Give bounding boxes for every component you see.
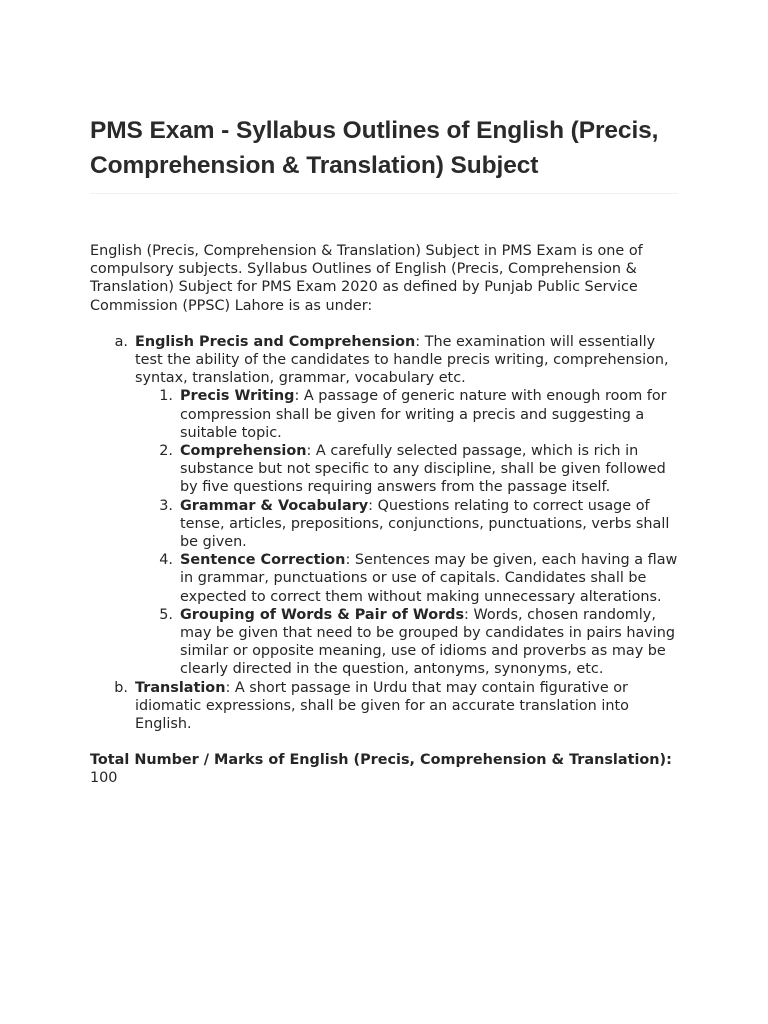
- item-heading: Grouping of Words & Pair of Words: [180, 606, 465, 623]
- list-marker: 5.: [159, 606, 173, 623]
- total-marks-value: 100: [90, 770, 118, 787]
- section-item: [90, 679, 680, 734]
- list-item: [135, 551, 680, 606]
- list-item: [135, 497, 680, 552]
- item-text: : A carefully selected passage, which is rich in substance but not specific to any discipline, shall be given followed by five questions requiring answers from the passage itself.: [180, 443, 666, 496]
- page-title: PMS Exam - Syllabus Outlines of English (Precis, Comprehension & Translation) Subject: [90, 117, 659, 179]
- list-item: [135, 606, 680, 679]
- list-marker: a.: [114, 333, 128, 350]
- title-divider: [90, 193, 678, 194]
- list-item: [135, 387, 680, 442]
- total-marks: [90, 751, 680, 787]
- syllabus-list: [90, 333, 680, 733]
- article: [90, 113, 680, 788]
- subsection-list: [135, 387, 680, 678]
- section-item: [90, 333, 680, 679]
- item-text: : A passage of generic nature with enough room for compression shall be given for writing a precis and suggesting a suitable topic.: [180, 388, 667, 441]
- list-marker: 2.: [159, 443, 173, 460]
- item-heading: Grammar & Vocabulary: [180, 497, 369, 514]
- item-heading: Sentence Correction: [180, 552, 346, 569]
- section-text: : The examination will essentially test the ability of the candidates to handle precis writing, comprehension, syntax, translation, grammar, vocabulary etc.: [135, 333, 669, 387]
- list-marker: 3.: [159, 497, 173, 514]
- item-text: : Questions relating to correct usage of tense, articles, prepositions, conjunctions, punctuations, verbs shall be given.: [180, 497, 670, 551]
- list-marker: 1.: [159, 388, 173, 405]
- intro-paragraph: English (Precis, Comprehension & Translation) Subject in PMS Exam is one of compulsory subjects. Syllabus Outlines of English (Precis, Comprehension & Translation) Subject for PMS Exam 2020 as defined by Punjab Public Service Commission (PPSC) Lahore is as under:: [90, 243, 643, 314]
- item-text: : Sentences may be given, each having a flaw in grammar, punctuations or use of capitals. Candidates shall be expected to correct them without making unnecessary alterations.: [180, 552, 678, 605]
- section-heading: Translation: [135, 679, 226, 696]
- list-marker: b.: [114, 679, 128, 696]
- list-marker: 4.: [159, 552, 173, 569]
- list-item: [135, 442, 680, 497]
- item-heading: Comprehension: [180, 443, 307, 460]
- section-heading: English Precis and Comprehension: [135, 333, 416, 350]
- item-text: : Words, chosen randomly, may be given that need to be grouped by candidates in pairs having similar or opposite meaning, use of idioms and proverbs as may be clearly directed in the question, antonyms, synonyms, etc.: [180, 606, 676, 678]
- section-text: : A short passage in Urdu that may contain figurative or idiomatic expressions, shall be given for an accurate translation into English.: [135, 679, 629, 733]
- item-heading: Precis Writing: [180, 388, 295, 405]
- total-marks-label: Total Number / Marks of English (Precis, Comprehension & Translation):: [90, 752, 672, 769]
